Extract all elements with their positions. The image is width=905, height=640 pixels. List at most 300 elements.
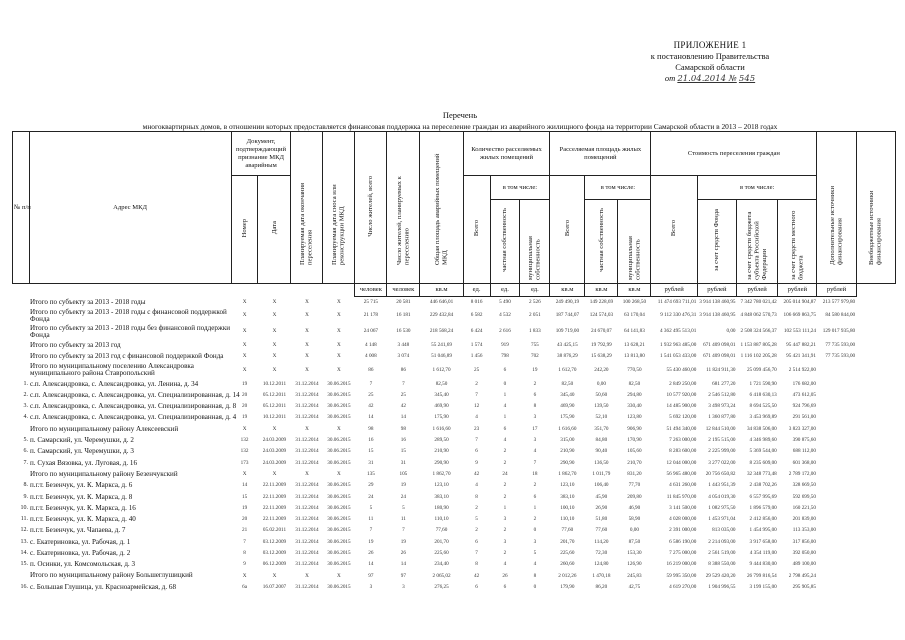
value-cell: 755 bbox=[530, 341, 539, 348]
value-cell: 3 453 969,89 bbox=[749, 414, 777, 421]
value-cell: 6 bbox=[475, 538, 478, 545]
doc-date-cell: 24.03.2009 bbox=[262, 448, 287, 455]
value-cell: 51 046,89 bbox=[431, 353, 452, 360]
value-cell bbox=[856, 435, 895, 446]
value-cell: 29 bbox=[368, 482, 374, 489]
demolition-date-cell: 30.06.2015 bbox=[327, 448, 351, 455]
value-cell: 3 bbox=[533, 437, 537, 444]
unit-label: кв.м bbox=[550, 284, 585, 297]
value-cell: 77,70 bbox=[628, 482, 641, 489]
value-cell: 210,90 bbox=[560, 448, 575, 455]
table-row bbox=[13, 559, 896, 570]
doc-date-cell: 05.12.2011 bbox=[262, 391, 287, 398]
value-cell: 106,40 bbox=[594, 482, 609, 489]
appendix-date bbox=[605, 73, 815, 85]
value-cell: 6 bbox=[533, 493, 537, 500]
value-cell: 210,90 bbox=[434, 448, 449, 455]
value-cell: 7 342 780 021,42 bbox=[740, 298, 777, 305]
row-number-cell: 7. bbox=[23, 459, 28, 466]
value-cell: 260,60 bbox=[560, 561, 575, 568]
value-cell: 24 bbox=[368, 493, 374, 500]
value-cell: 3 277 022,00 bbox=[708, 459, 736, 466]
value-cell: 21 178 bbox=[363, 312, 379, 319]
value-cell: 123,80 bbox=[627, 414, 642, 421]
doc-date-cell: X bbox=[272, 298, 277, 305]
value-cell: 109 719,00 bbox=[555, 328, 580, 335]
value-cell: 82,50 bbox=[561, 380, 574, 387]
value-cell: 3 bbox=[533, 538, 537, 545]
header-area-group: Расселяемая площадь жилых помещений bbox=[550, 132, 651, 176]
value-cell: 135 bbox=[367, 470, 375, 477]
doc-number-cell: X bbox=[242, 425, 247, 432]
value-cell: 19 bbox=[368, 538, 374, 545]
value-cell: 42 bbox=[474, 470, 480, 477]
header-residents-planned: Число жителей, планируемых к переселению bbox=[387, 132, 420, 284]
header-area-private: частная собственность bbox=[585, 200, 618, 284]
row-number-cell: 12. bbox=[20, 527, 28, 534]
row-number-cell: 2. bbox=[23, 391, 28, 398]
value-cell: 7 bbox=[369, 527, 373, 534]
doc-date-cell: 10.12.2011 bbox=[262, 380, 287, 387]
unit-label: ед. bbox=[490, 284, 520, 297]
value-cell: 9 112 330 476,31 bbox=[660, 312, 697, 319]
value-cell: 8 235 609,00 bbox=[749, 459, 777, 466]
header-cost-regional: за счет средств бюджета субъекта Российской Федерации bbox=[737, 200, 778, 284]
value-cell: 139,50 bbox=[594, 403, 609, 410]
value-cell: 6 bbox=[533, 391, 537, 398]
header-planned-relocation: Планируемая дата окончания переселения bbox=[291, 132, 323, 284]
value-cell: 19 bbox=[400, 538, 406, 545]
value-cell: 100,10 bbox=[560, 504, 575, 511]
value-cell: 7 bbox=[475, 391, 478, 398]
value-cell: 77 735 593,00 bbox=[825, 341, 856, 348]
header-doc-number: Номер bbox=[231, 176, 258, 284]
value-cell: 32 348 773,48 bbox=[746, 470, 777, 477]
value-cell: 702 bbox=[530, 353, 539, 360]
value-cell: 8 388 550,00 bbox=[708, 561, 736, 568]
value-cell: 8 bbox=[475, 561, 478, 568]
value-cell: 7 bbox=[475, 437, 478, 444]
demolition-date-cell: X bbox=[337, 328, 341, 335]
address-cell: Итого по субъекту за 2013 год bbox=[30, 340, 121, 349]
relocation-date-cell: 31.12.2014 bbox=[295, 516, 319, 523]
value-cell: 20 756 650,82 bbox=[705, 470, 736, 477]
value-cell: 5 bbox=[402, 504, 405, 511]
value-cell: 14 bbox=[400, 414, 406, 421]
row-number-cell bbox=[13, 297, 30, 308]
value-cell: 7 275 000,00 bbox=[669, 549, 697, 556]
row-number-cell: 11. bbox=[20, 516, 28, 523]
value-cell: 149 228,69 bbox=[589, 298, 614, 305]
doc-date-cell: X bbox=[272, 353, 277, 360]
doc-date-cell: 03.12.2009 bbox=[262, 549, 287, 556]
row-number-cell: 10. bbox=[20, 504, 28, 511]
value-cell: 11 bbox=[368, 516, 374, 523]
value-cell bbox=[817, 480, 856, 491]
doc-date-cell: 06.12.2009 bbox=[262, 561, 287, 568]
value-cell: 42 bbox=[474, 572, 480, 579]
value-cell bbox=[817, 424, 856, 435]
unit-label: рублей bbox=[778, 284, 817, 297]
doc-number-cell: 6а bbox=[242, 583, 248, 590]
doc-number-cell: 132 bbox=[240, 448, 249, 455]
value-cell: 1 011,79 bbox=[592, 470, 611, 477]
appendix-date-prefix: от bbox=[664, 73, 676, 83]
demolition-date-cell: X bbox=[337, 312, 341, 319]
value-cell bbox=[856, 390, 895, 401]
value-cell: 1 612,70 bbox=[432, 366, 451, 373]
address-cell: п.г.т. Безенчук, ул. К. Маркса, д. 40 bbox=[30, 515, 136, 524]
total-row bbox=[13, 362, 896, 378]
value-cell bbox=[856, 412, 895, 423]
demolition-date-cell: X bbox=[337, 353, 341, 360]
value-cell: 4 354 119,00 bbox=[749, 549, 777, 556]
value-cell: 15 638,29 bbox=[591, 353, 612, 360]
value-cell: 15 bbox=[368, 448, 374, 455]
doc-number-cell: X bbox=[242, 328, 247, 335]
demolition-date-cell: 30.06.2015 bbox=[327, 403, 351, 410]
value-cell: 2 012,26 bbox=[558, 572, 577, 579]
address-cell: п.г.т. Безенчук, ул. К. Маркса, д. 6 bbox=[30, 481, 133, 490]
row-number-cell: 13. bbox=[20, 538, 28, 545]
value-cell: 249 490,19 bbox=[555, 298, 580, 305]
value-cell: 12 bbox=[474, 403, 480, 410]
value-cell: 592 699,50 bbox=[792, 493, 816, 500]
value-cell: 218 568,24 bbox=[429, 328, 454, 335]
row-number-cell bbox=[13, 324, 30, 340]
doc-number-cell: X bbox=[242, 353, 247, 360]
value-cell: 2 051 bbox=[529, 312, 541, 319]
value-cell: 6 557 995,69 bbox=[749, 493, 777, 500]
table-row bbox=[13, 390, 896, 401]
header-area-municipal: муниципальная собственность bbox=[618, 200, 651, 284]
value-cell: 110,10 bbox=[434, 516, 449, 523]
header-rooms-municipal: муниципальная собственность bbox=[520, 200, 550, 284]
table-row bbox=[13, 525, 896, 536]
doc-date-cell: 22.11.2009 bbox=[262, 516, 287, 523]
value-cell: 25 bbox=[474, 366, 480, 373]
row-number-cell: 5. bbox=[23, 437, 28, 444]
value-cell: 18 bbox=[532, 470, 538, 477]
value-cell: 34 838 506,00 bbox=[746, 425, 777, 432]
header-total-area: Общая площадь аварийных помещений МКД bbox=[420, 132, 463, 284]
value-cell: 26 bbox=[400, 549, 406, 556]
value-cell: 11 bbox=[400, 516, 406, 523]
value-cell: 210,70 bbox=[627, 459, 642, 466]
value-cell bbox=[817, 570, 856, 581]
value-cell bbox=[856, 457, 895, 468]
value-cell bbox=[817, 491, 856, 502]
relocation-date-cell: 31.12.2014 bbox=[295, 493, 319, 500]
demolition-date-cell: 30.06.2015 bbox=[327, 437, 351, 444]
unit-label: рублей bbox=[697, 284, 736, 297]
value-cell: 469,90 bbox=[434, 403, 449, 410]
value-cell: 919 bbox=[501, 341, 509, 348]
value-cell bbox=[817, 469, 856, 480]
value-cell: 924 796,69 bbox=[792, 403, 816, 410]
value-cell: 11 474 693 711,01 bbox=[657, 298, 697, 305]
value-cell: 77,60 bbox=[561, 527, 574, 534]
value-cell bbox=[856, 340, 895, 351]
value-cell: 4 532 bbox=[499, 312, 511, 319]
total-row bbox=[13, 340, 896, 351]
value-cell bbox=[856, 570, 895, 581]
value-cell: 6 586 190,00 bbox=[669, 538, 697, 545]
doc-number-cell: X bbox=[242, 298, 247, 305]
value-cell: 2 bbox=[503, 493, 507, 500]
demolition-date-cell: 30.06.2015 bbox=[327, 504, 351, 511]
header-extra-sources: Дополнительные источники финансирования bbox=[817, 132, 856, 284]
units-row bbox=[13, 284, 896, 297]
value-cell bbox=[856, 559, 895, 570]
value-cell: 7 bbox=[402, 527, 405, 534]
value-cell: 175,90 bbox=[434, 414, 449, 421]
value-cell: 671 409 098,01 bbox=[703, 353, 736, 360]
doc-number-cell: 20 bbox=[241, 516, 248, 523]
relocation-date-cell: 31.12.2014 bbox=[295, 527, 319, 534]
value-cell: 469,90 bbox=[560, 403, 575, 410]
value-cell bbox=[817, 362, 856, 378]
value-cell: 6 bbox=[503, 366, 507, 373]
appendix-date-handwritten: 21.04.2014 № bbox=[677, 74, 737, 84]
value-cell: 5 369 544,00 bbox=[749, 448, 777, 455]
demolition-date-cell: 30.06.2015 bbox=[327, 493, 351, 500]
value-cell: 2 514 922,00 bbox=[788, 366, 816, 373]
value-cell: 1 443 951,39 bbox=[708, 482, 736, 489]
value-cell: 25 bbox=[400, 391, 406, 398]
value-cell: 25 099 456,70 bbox=[746, 366, 777, 373]
value-cell: 7 bbox=[475, 549, 478, 556]
value-cell: 55 241,69 bbox=[431, 341, 452, 348]
unit-label: ед. bbox=[463, 284, 490, 297]
value-cell: 14 bbox=[368, 561, 374, 568]
relocation-date-cell: 31.12.2014 bbox=[295, 482, 319, 489]
header-cost-group: Стоимость переселения граждан bbox=[651, 132, 817, 176]
value-cell: 4 362 495 513,01 bbox=[660, 328, 697, 335]
value-cell: 1 456 bbox=[470, 353, 483, 360]
value-cell bbox=[856, 491, 895, 502]
address-cell: п. Сухая Вязовка, ул. Луговая, д. 16 bbox=[30, 458, 138, 467]
value-cell: 19 bbox=[532, 366, 538, 373]
relocation-date-cell: X bbox=[305, 353, 309, 360]
value-cell: 42,75 bbox=[628, 583, 641, 590]
value-cell: 170,90 bbox=[627, 437, 642, 444]
value-cell: 4 148 bbox=[365, 341, 377, 348]
value-cell: 17 bbox=[532, 425, 538, 432]
value-cell: 489 100,00 bbox=[792, 561, 816, 568]
unit-label: кв.м bbox=[618, 284, 651, 297]
value-cell: 201 839,00 bbox=[792, 516, 816, 523]
value-cell: 86,20 bbox=[595, 583, 608, 590]
value-cell: 2 546 512,80 bbox=[708, 391, 736, 398]
houses-table bbox=[12, 131, 896, 593]
value-cell: 1 153 887 805,28 bbox=[740, 341, 777, 348]
value-cell: 290,90 bbox=[434, 459, 449, 466]
value-cell: 84 580 844,00 bbox=[825, 312, 856, 319]
header-document-group: Документ, подтверждающий признание МКД аварийным bbox=[231, 132, 291, 176]
relocation-date-cell: 31.12.2014 bbox=[295, 391, 319, 398]
row-number-cell: 14. bbox=[20, 549, 28, 556]
value-cell bbox=[856, 424, 895, 435]
doc-number-cell: 14 bbox=[241, 482, 248, 489]
value-cell: 56 965 480,00 bbox=[666, 470, 697, 477]
value-cell: 2 789 172,00 bbox=[788, 470, 816, 477]
value-cell: 798 bbox=[501, 353, 509, 360]
value-cell: 38 876,29 bbox=[556, 353, 578, 360]
value-cell: 16 530 bbox=[396, 328, 411, 335]
table-row bbox=[13, 514, 896, 525]
value-cell: 2 849 250,00 bbox=[669, 380, 697, 387]
value-cell: 2 195 515,00 bbox=[708, 437, 736, 444]
doc-number-cell: 20 bbox=[241, 403, 248, 410]
row-number-cell: 1. bbox=[23, 380, 28, 387]
address-cell: Итого по субъекту за 2013 - 2018 годы bbox=[30, 297, 146, 306]
value-cell: 8 016 bbox=[470, 298, 483, 305]
value-cell: 106 669 863,75 bbox=[783, 312, 816, 319]
value-cell: 351,70 bbox=[594, 425, 609, 432]
doc-number-cell: 173 bbox=[240, 459, 249, 466]
value-cell: 1 862,70 bbox=[432, 470, 451, 477]
value-cell: 26,90 bbox=[595, 504, 608, 511]
value-cell: 5 490 bbox=[499, 298, 511, 305]
value-cell: 84,80 bbox=[595, 437, 608, 444]
value-cell: 3 914 138 460,95 bbox=[699, 312, 736, 319]
unit-label: человек bbox=[387, 284, 420, 297]
relocation-date-cell: X bbox=[305, 470, 309, 477]
value-cell: 2 798 495,24 bbox=[788, 572, 816, 579]
value-cell: 8 bbox=[475, 493, 478, 500]
value-cell bbox=[856, 480, 895, 491]
value-cell: 4 028 000,00 bbox=[669, 516, 697, 523]
value-cell: 229 432,84 bbox=[429, 312, 454, 319]
value-cell: 160 221,50 bbox=[792, 504, 816, 511]
value-cell: 51 494 340,00 bbox=[666, 425, 697, 432]
total-row bbox=[13, 308, 896, 324]
value-cell: 1 833 bbox=[529, 328, 541, 335]
table-row bbox=[13, 446, 896, 457]
demolition-date-cell: X bbox=[337, 298, 341, 305]
value-cell: 64 141,83 bbox=[624, 328, 645, 335]
value-cell: 77,60 bbox=[595, 527, 608, 534]
value-cell: 4 bbox=[503, 437, 507, 444]
value-cell: 123,10 bbox=[434, 482, 449, 489]
appendix-number-handwritten: 545 bbox=[738, 74, 756, 84]
value-cell: 129 017 935,80 bbox=[822, 328, 856, 335]
table-row bbox=[13, 401, 896, 412]
value-cell: 1 bbox=[503, 391, 507, 398]
doc-date-cell: X bbox=[272, 341, 277, 348]
value-cell: 276,25 bbox=[434, 583, 449, 590]
unit-label: рублей bbox=[651, 284, 697, 297]
doc-date-cell: 22.11.2009 bbox=[262, 504, 287, 511]
value-cell: 14 bbox=[400, 561, 406, 568]
value-cell: 100 268,50 bbox=[622, 298, 647, 305]
header-cost-local: за счет средств местного бюджета bbox=[778, 200, 817, 284]
value-cell: 0,00 bbox=[596, 380, 606, 387]
value-cell: 12 044 000,00 bbox=[666, 459, 697, 466]
value-cell: 42 bbox=[368, 403, 374, 410]
value-cell: 10 577 920,00 bbox=[666, 391, 697, 398]
doc-date-cell: X bbox=[272, 572, 277, 579]
demolition-date-cell: X bbox=[337, 425, 341, 432]
address-cell: п. Самарский, ул. Черемушки, д. 3 bbox=[30, 447, 134, 456]
value-cell: 13 628,21 bbox=[624, 341, 645, 348]
doc-date-cell: 22.11.2009 bbox=[262, 482, 287, 489]
row-number-cell: 16. bbox=[20, 583, 28, 590]
doc-date-cell: X bbox=[272, 312, 277, 319]
value-cell: 2 bbox=[533, 482, 537, 489]
table-row bbox=[13, 480, 896, 491]
value-cell bbox=[817, 514, 856, 525]
value-cell: 1 453 971,04 bbox=[708, 516, 736, 523]
table-body bbox=[13, 297, 896, 594]
value-cell: 0 bbox=[533, 527, 537, 534]
value-cell: 4 008 bbox=[365, 353, 377, 360]
value-cell bbox=[856, 308, 895, 324]
doc-number-cell: X bbox=[242, 572, 247, 579]
value-cell: 5 bbox=[369, 504, 373, 511]
value-cell: 392 050,00 bbox=[792, 549, 816, 556]
value-cell bbox=[856, 582, 895, 593]
value-cell: 3 199 155,00 bbox=[749, 583, 777, 590]
value-cell: 187 744,07 bbox=[555, 312, 580, 319]
value-cell bbox=[856, 525, 895, 536]
value-cell: 8 bbox=[533, 403, 537, 410]
appendix-title: ПРИЛОЖЕНИЕ 1 bbox=[673, 40, 747, 50]
value-cell: 4 bbox=[503, 561, 507, 568]
value-cell: 390 875,60 bbox=[792, 437, 816, 444]
value-cell: 1 904 996,55 bbox=[708, 583, 736, 590]
value-cell: 315,00 bbox=[560, 437, 575, 444]
value-cell: 15 bbox=[400, 448, 406, 455]
value-cell: 16 219 000,00 bbox=[666, 561, 697, 568]
value-cell: 4 619 270,00 bbox=[669, 583, 697, 590]
doc-number-cell: 7 bbox=[243, 538, 246, 545]
value-cell: 1 616,60 bbox=[558, 425, 577, 432]
demolition-date-cell: 30.06.2015 bbox=[327, 380, 351, 387]
doc-date-cell: X bbox=[272, 470, 277, 477]
value-cell: 4 054 019,30 bbox=[708, 493, 736, 500]
unit-label: человек bbox=[355, 284, 387, 297]
value-cell: 9 444 830,00 bbox=[749, 561, 777, 568]
value-cell: 77,60 bbox=[435, 527, 448, 534]
value-cell: 345,40 bbox=[560, 391, 575, 398]
value-cell: 16 181 bbox=[396, 312, 411, 319]
value-cell: 3 bbox=[503, 538, 507, 545]
value-cell: 831,20 bbox=[627, 470, 642, 477]
doc-date-cell: X bbox=[272, 328, 277, 335]
table-row bbox=[13, 457, 896, 468]
doc-number-cell: 19 bbox=[241, 504, 248, 511]
value-cell: 82,50 bbox=[628, 380, 641, 387]
value-cell: 2 bbox=[475, 380, 478, 387]
value-cell: 1 470,18 bbox=[592, 572, 611, 579]
table-row bbox=[13, 491, 896, 502]
value-cell: 16 bbox=[400, 437, 406, 444]
value-cell: 4 631 260,00 bbox=[669, 482, 697, 489]
value-cell: 179,90 bbox=[560, 583, 575, 590]
row-number-cell bbox=[13, 424, 30, 435]
value-cell: 3 914 138 460,95 bbox=[699, 298, 736, 305]
value-cell: 2 526 bbox=[529, 298, 541, 305]
value-cell: 2 508 324 566,37 bbox=[740, 328, 777, 335]
value-cell: 14 485 900,00 bbox=[666, 403, 697, 410]
address-cell: п.г.т. Безенчук, ул. К. Маркса, д. 8 bbox=[30, 492, 133, 501]
value-cell: 1 612,70 bbox=[558, 366, 577, 373]
value-cell: 59 995 350,00 bbox=[666, 572, 697, 579]
value-cell: 446 646,01 bbox=[429, 298, 454, 305]
value-cell bbox=[856, 469, 895, 480]
